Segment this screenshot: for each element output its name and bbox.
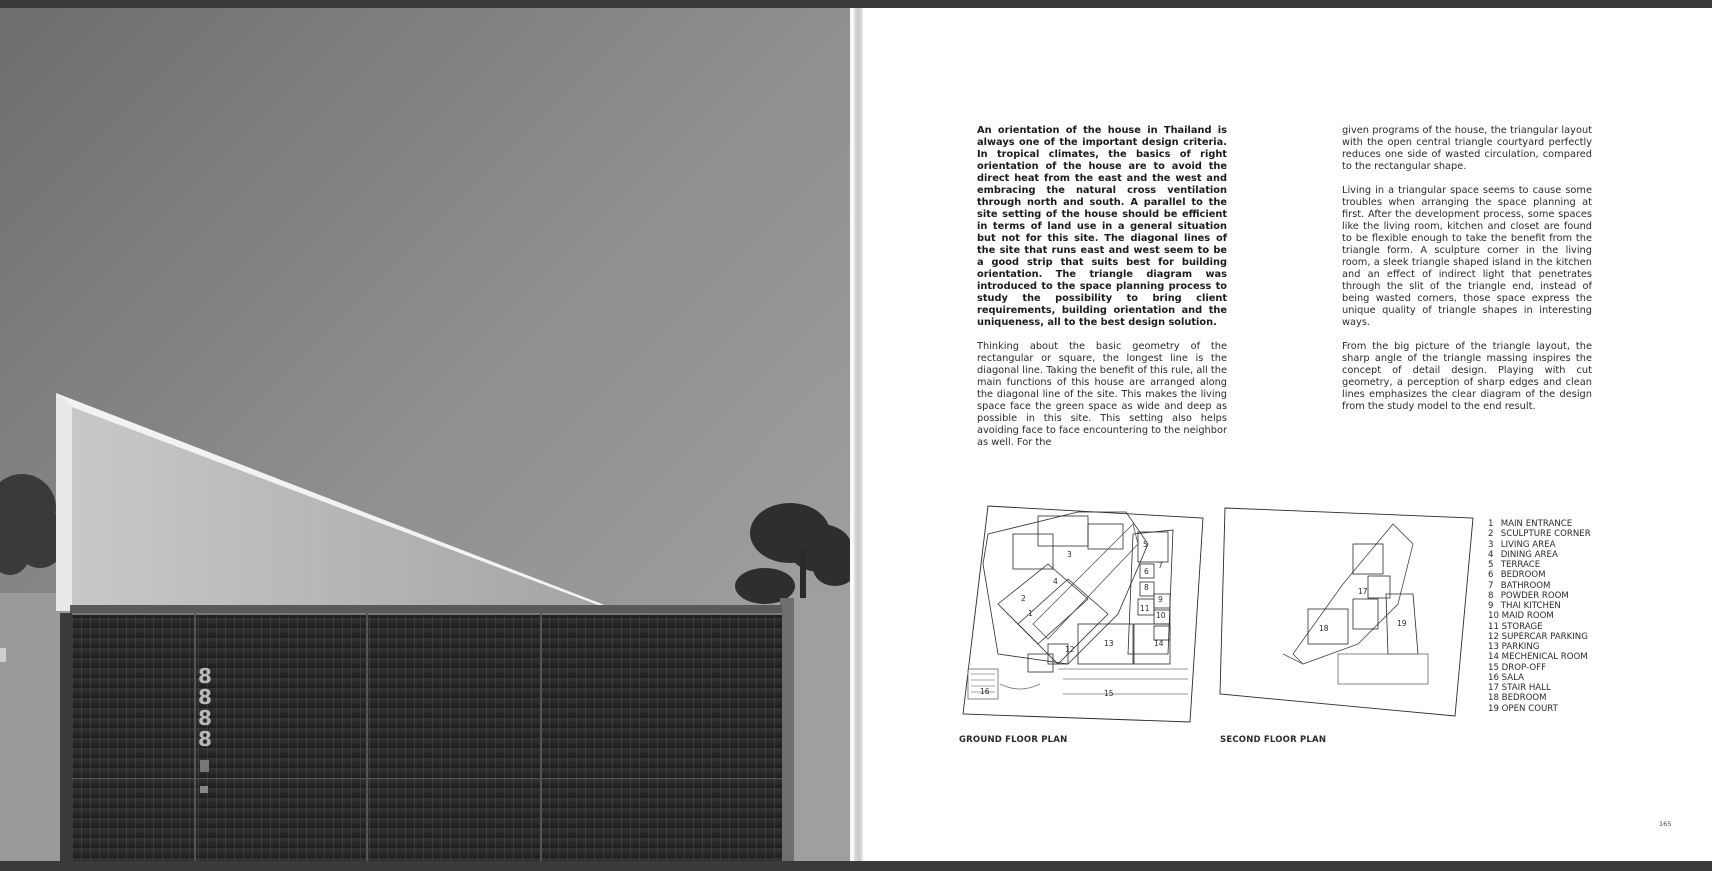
ground-label: 12 bbox=[1065, 645, 1075, 654]
ground-label: 6 bbox=[1144, 567, 1149, 576]
legend-item: 6 BEDROOM bbox=[1488, 570, 1546, 581]
legend-item: 15 DROP-OFF bbox=[1488, 662, 1547, 673]
legend-item: 16 SALA bbox=[1488, 672, 1525, 683]
ground-label: 14 bbox=[1154, 639, 1164, 648]
second-label: 19 bbox=[1397, 619, 1407, 628]
ground-label: 9 bbox=[1158, 595, 1163, 604]
legend-item: 2 SCULPTURE CORNER bbox=[1488, 529, 1591, 540]
house-number-digit: 8 bbox=[198, 727, 212, 751]
body-paragraph: Thinking about the basic geometry of the rectangular or square, the longest line is the diagonal line. Taking the benefit of this rule, all the main functions of this house are arranged along the diagonal line of the site. This makes the living space face the green space as wide and deep as possible in this site. This setting also helps avoiding face to face encountering to the neighbor as well. For the bbox=[977, 341, 1227, 448]
legend-item: 4 DINING AREA bbox=[1488, 549, 1558, 560]
ground-label: 8 bbox=[1144, 583, 1149, 592]
house-number-plaque bbox=[198, 666, 212, 750]
legend-item: 18 BEDROOM bbox=[1488, 693, 1547, 704]
legend-item: 8 POWDER ROOM bbox=[1488, 590, 1569, 601]
page-number: 165 bbox=[1659, 820, 1672, 828]
ground-label: 10 bbox=[1156, 611, 1166, 620]
ground-label: 3 bbox=[1067, 550, 1072, 559]
legend-item: 11 STORAGE bbox=[1488, 621, 1543, 632]
legend-item: 1 MAIN ENTRANCE bbox=[1488, 519, 1573, 529]
right-page bbox=[863, 8, 1712, 861]
house-number-digit: 8 bbox=[198, 706, 212, 730]
second-label: 17 bbox=[1358, 587, 1368, 596]
legend-item: 19 OPEN COURT bbox=[1488, 703, 1558, 714]
legend-item: 17 STAIR HALL bbox=[1488, 683, 1551, 693]
ground-label: 13 bbox=[1104, 639, 1114, 648]
ground-label: 2 bbox=[1021, 594, 1026, 603]
second-label: 18 bbox=[1319, 624, 1329, 633]
book-spread bbox=[0, 8, 1712, 861]
body-paragraph: given programs of the house, the triangular layout with the open central triangle courtyard perfectly reduces one side of wasted circulation, compared to the rectangular shape. bbox=[1342, 125, 1592, 172]
house-number-digit: 8 bbox=[198, 685, 212, 709]
ground-floor-plan bbox=[963, 506, 1203, 722]
house-number-digit: 8 bbox=[198, 664, 212, 688]
legend-item: 12 SUPERCAR PARKING bbox=[1488, 631, 1588, 642]
ground-label: 15 bbox=[1104, 689, 1114, 698]
ground-floor-caption: GROUND FLOOR PLAN bbox=[959, 735, 1068, 745]
lead-paragraph: An orientation of the house in Thailand is always one of the important design criteria. In tropical climates, the basics of right orientation of the house are to avoid the direct heat from the east and the west and embracing the natural cross ventilation through north and south. A parallel to the site setting of the house should be efficient in terms of land use in a general situation but not for this site. The diagonal lines of the site that runs east and west seem to be a good strip that suits best for building orientation. The triangle diagram was introduced to the space planning process to study the possibility to bring client requirements, building orientation and the uniqueness, all to the best design solution. bbox=[977, 125, 1227, 328]
plan-legend bbox=[1488, 519, 1591, 714]
legend-item: 3 LIVING AREA bbox=[1488, 539, 1556, 550]
ground-label: 16 bbox=[980, 687, 990, 696]
ground-label: 5 bbox=[1143, 540, 1148, 549]
second-floor-plan bbox=[1220, 508, 1473, 716]
ground-label: 1 bbox=[1028, 609, 1033, 618]
legend-item: 7 BATHROOM bbox=[1488, 580, 1551, 591]
legend-item: 9 THAI KITCHEN bbox=[1488, 601, 1561, 611]
left-page-photo bbox=[0, 8, 850, 861]
ground-label: 11 bbox=[1140, 604, 1150, 613]
legend-item: 13 PARKING bbox=[1488, 642, 1540, 652]
book-gutter bbox=[850, 8, 863, 861]
house-photo bbox=[0, 8, 850, 861]
legend-item: 5 TERRACE bbox=[1488, 560, 1541, 570]
text-column-left bbox=[977, 125, 1227, 461]
second-floor-caption: SECOND FLOOR PLAN bbox=[1220, 735, 1327, 745]
legend-item: 10 MAID ROOM bbox=[1488, 611, 1554, 622]
ground-label: 4 bbox=[1053, 577, 1058, 586]
ground-label: 7 bbox=[1158, 561, 1163, 570]
text-column-right bbox=[1342, 125, 1592, 425]
body-paragraph: Living in a triangular space seems to cause some troubles when arranging the space planning at first. After the development process, some spaces like the living room, kitchen and closet are found to be flexible enough to take the benefit from the triangle form. A sculpture corner in the living room, a sleek triangle shaped island in the kitchen and an effect of indirect light that penetrates through the slit of the triangle end, instead of being wasted corners, those space express the unique quality of triangle shapes in interesting ways. bbox=[1342, 185, 1592, 328]
floor-plans bbox=[958, 504, 1488, 729]
legend-item: 14 MECHENICAL ROOM bbox=[1488, 652, 1588, 663]
body-paragraph: From the big picture of the triangle layout, the sharp angle of the triangle massing inspires the concept of detail design. Playing with cut geometry, a perception of sharp edges and clean lines emphasizes the clear diagram of the design from the study model to the end result. bbox=[1342, 341, 1592, 412]
